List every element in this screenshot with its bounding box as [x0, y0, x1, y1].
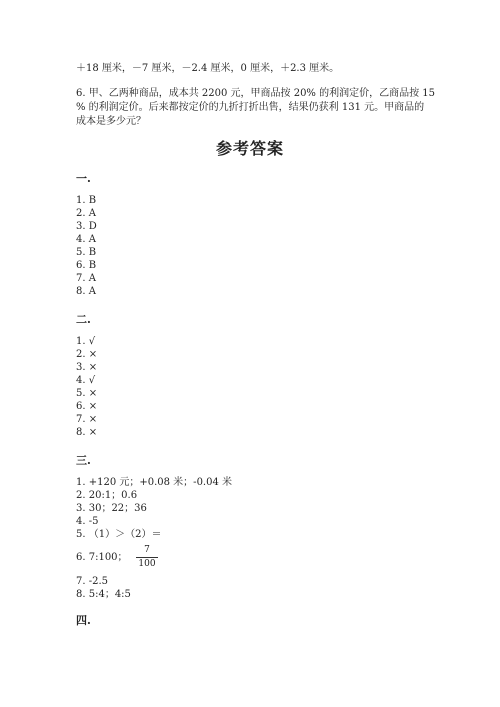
answer-item: 7. -2.5 [76, 576, 109, 587]
answer-item: 1. B [76, 195, 97, 206]
answer-item: 2. × [76, 349, 98, 360]
answer-item: 3. 30；22；36 [76, 503, 147, 514]
answer-item: 8. × [76, 427, 98, 438]
answer-item: 6. 7:100； [76, 552, 128, 563]
fraction [136, 545, 158, 570]
answer-item: 6. × [76, 401, 98, 412]
fraction-bar [136, 557, 158, 558]
section-heading-one: 一. [76, 172, 91, 185]
answer-item: 8. A [76, 286, 96, 297]
section-heading-four: 四. [76, 614, 91, 627]
page-title: 参考答案 [215, 139, 284, 158]
answer-item: 7. × [76, 414, 98, 425]
answer-item: 3. × [76, 362, 98, 373]
answer-item: 7. A [76, 273, 96, 284]
answer-item: 1. +120 元；+0.08 米；-0.04 米 [76, 477, 233, 488]
answer-item: 2. A [76, 208, 96, 219]
answer-item: 1. √ [76, 336, 96, 347]
answer-item: 5. × [76, 388, 98, 399]
problem-line: ＋18 厘米，－7 厘米，－2.4 厘米，0 厘米，＋2.3 厘米。 [76, 63, 340, 74]
answer-item: 5. B [76, 247, 97, 258]
question-6-line-2: % 的利润定价。后来都按定价的九折打折出售，结果仍获利 131 元。甲商品的 [76, 102, 425, 113]
answer-item: 2. 20:1；0.6 [76, 490, 138, 501]
section-heading-two: 二. [76, 313, 91, 326]
question-6-line-1: 6. 甲、乙两种商品，成本共 2200 元，甲商品按 20% 的利润定价，乙商品按 15 [76, 88, 436, 99]
answer-item: 8. 5:4；4:5 [76, 589, 131, 600]
answer-item: 5. （1）＞（2）＝ [76, 529, 162, 540]
question-6-line-3: 成本是多少元？ [76, 116, 146, 127]
answer-item: 6. B [76, 260, 97, 271]
fraction-denominator: 100 [138, 559, 156, 569]
section-heading-three: 三. [76, 454, 91, 467]
answer-item: 3. D [76, 221, 97, 232]
fraction-numerator: 7 [144, 545, 150, 555]
answer-item: 4. -5 [76, 516, 99, 527]
answer-item: 4. √ [76, 375, 96, 386]
answer-item: 4. A [76, 234, 96, 245]
